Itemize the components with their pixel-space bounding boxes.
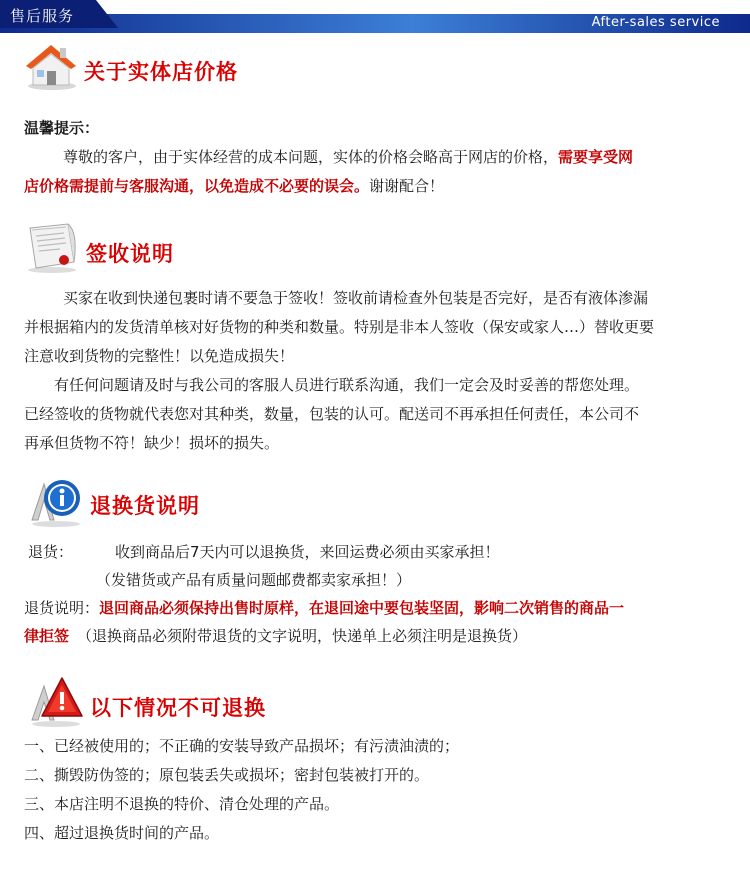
explain-label: 退货说明： xyxy=(24,599,100,617)
header-title: 售后服务 xyxy=(10,7,75,25)
price-text-red-2: 店价格需提前与客服沟通，以免造成不必要的误会。 xyxy=(24,177,370,195)
section-title-price: 关于实体店价格 xyxy=(84,60,238,84)
no-return-item: 一、已经被使用的；不正确的安装导致产品损坏；有污渍油渍的； xyxy=(24,737,460,755)
explain-normal: （退换商品必须附带退货的文字说明，快递单上必须注明是退换货） xyxy=(77,627,528,645)
return-explain-line1 xyxy=(24,594,624,623)
warning-icon xyxy=(24,672,84,728)
price-text-thanks: 谢谢配合！ xyxy=(369,177,445,195)
explain-red-2: 律拒签 xyxy=(24,627,70,645)
price-text-line2 xyxy=(24,172,444,201)
explain-red-1: 退回商品必须保持出售时原样，在退回途中要包装坚固，影响二次销售的商品一 xyxy=(99,599,625,617)
no-return-item: 二、撕毁防伪签的；原包装丢失或损坏；密封包装被打开的。 xyxy=(24,766,430,784)
price-text-normal: 尊敬的客户，由于实体经营的成本问题，实体的价格会略高于网店的价格， xyxy=(63,148,559,166)
return-note: （发错货或产品有质量问题邮费都卖家承担！） xyxy=(96,571,412,589)
section-title-no-return: 以下情况不可退换 xyxy=(90,696,266,720)
return-text: 收到商品后7天内可以退换货，来回运费必须由买家承担！ xyxy=(115,543,500,561)
sign-line: 买家在收到快递包裹时请不要急于签收！签收前请检查外包装是否完好，是否有液体渗漏 xyxy=(63,289,649,307)
no-return-item: 三、本店注明不退换的特价、清仓处理的产品。 xyxy=(24,795,340,813)
return-label: 退货： xyxy=(28,543,74,561)
sign-line: 并根据箱内的发货清单核对好货物的种类和数量。特别是非本人签收（保安或家人…）替收更要 xyxy=(24,318,655,336)
sign-line: 再承但货物不符！缺少！损坏的损失。 xyxy=(24,434,280,452)
house-icon xyxy=(24,42,78,90)
section-title-sign: 签收说明 xyxy=(86,242,174,266)
price-text-line1 xyxy=(63,143,633,172)
document-scroll-icon xyxy=(24,222,80,274)
sign-line: 已经签收的货物就代表您对其种类，数量，包装的认可。配送司不再承担任何责任，本公司不 xyxy=(24,405,640,423)
sign-line: 注意收到货物的完整性！以免造成损失！ xyxy=(24,347,295,365)
sign-line: 有任何问题请及时与我公司的客服人员进行联系沟通，我们一定会及时妥善的帮您处理。 xyxy=(54,376,640,394)
section-title-return: 退换货说明 xyxy=(90,494,200,518)
return-explain-line2 xyxy=(24,622,527,651)
no-return-item: 四、超过退换货时间的产品。 xyxy=(24,824,220,842)
info-icon xyxy=(24,472,84,528)
header-banner xyxy=(0,0,750,33)
header-subtitle: After-sales service xyxy=(591,15,720,30)
tip-label: 温馨提示： xyxy=(24,119,100,137)
price-text-red: 需要享受网 xyxy=(558,148,634,166)
